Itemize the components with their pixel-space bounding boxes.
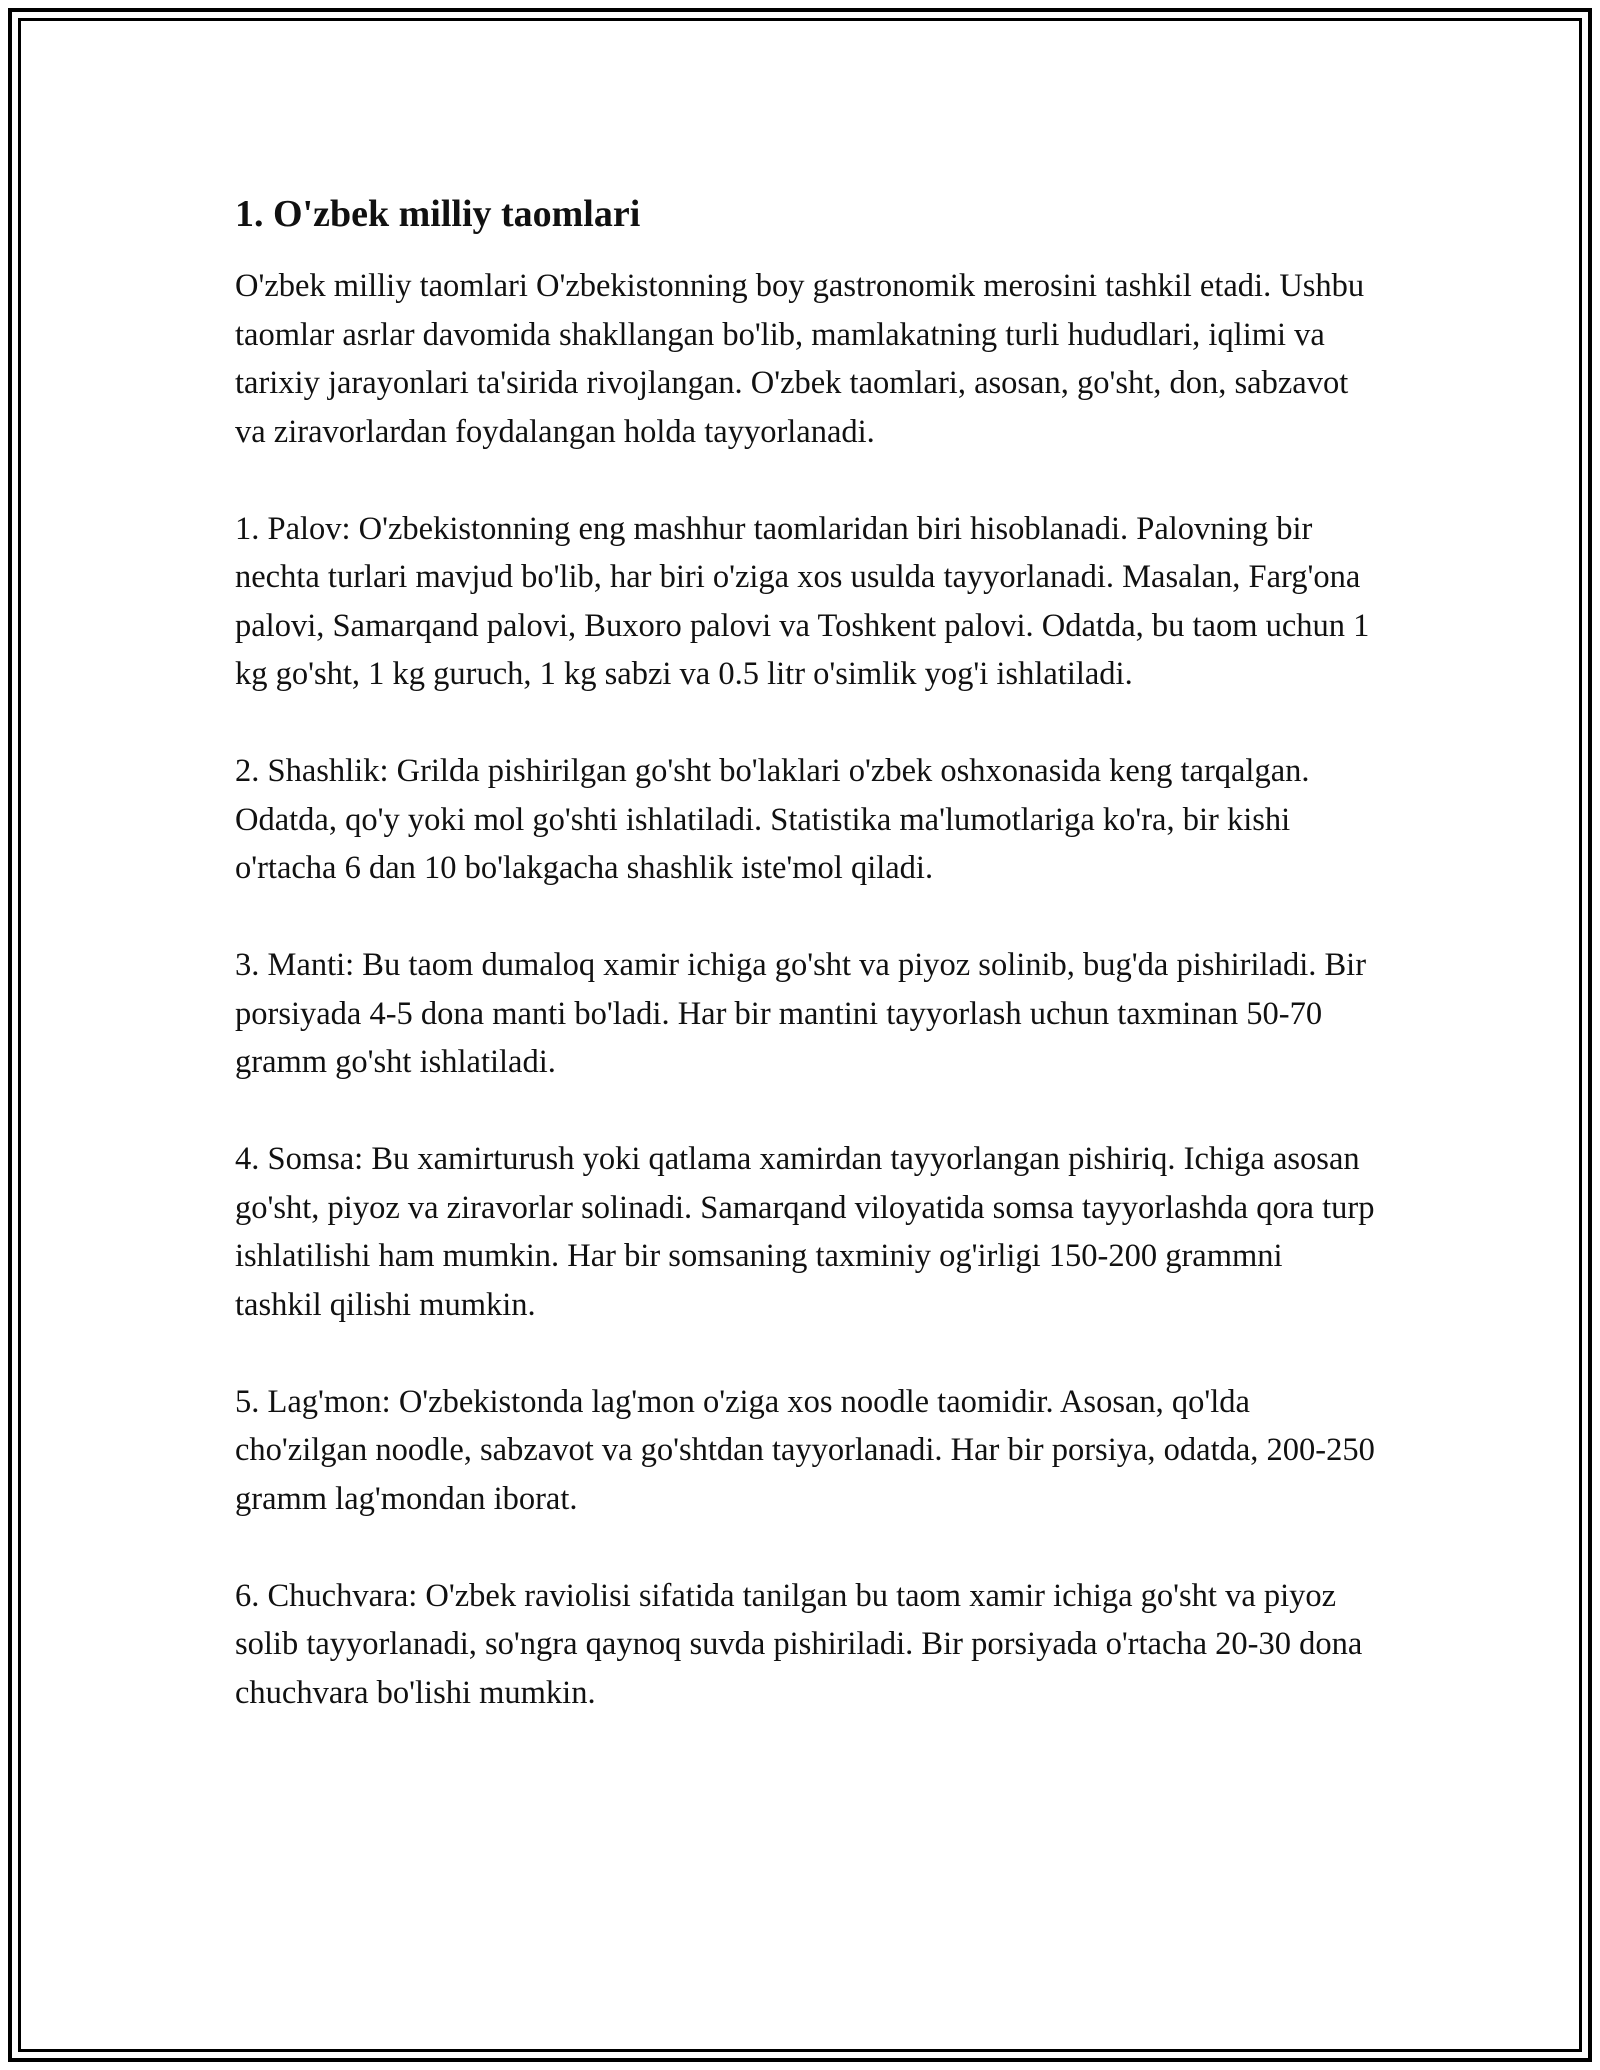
manti-paragraph: 3. Manti: Bu taom dumaloq xamir ichiga go'sht va piyoz solinib, bug'da pishiriladi. Bir porsiyada 4-5 dona manti bo'ladi. Har bir mantini tayyorlash uchun taxminan 50-70 gramm go'sht ishlatiladi. — [235, 947, 1367, 1080]
lagmon-paragraph: 5. Lag'mon: O'zbekistonda lag'mon o'ziga xos noodle taomidir. Asosan, qo'lda cho'zilgan noodle, sabzavot va go'shtdan tayyorlanadi. Har bir porsiya, odatda, 200-250 gramm lag'mondan iborat. — [235, 1383, 1375, 1517]
intro-paragraph: O'zbek milliy taomlari O'zbekistonning boy gastronomik merosini tashkil etadi. Ushbu taomlar asrlar davomida shakllangan bo'lib, mamlakatning turli hududlari, iqlimi va tarixiy jarayonlari ta'sirida rivojlangan. O'zbek taomlari, asosan, go'sht, don, sabzavot va ziravorlardan foydalangan holda tayyorlanadi. — [235, 268, 1365, 450]
shashlik-paragraph: 2. Shashlik: Grilda pishirilgan go'sht bo'laklari o'zbek oshxonasida keng tarqalgan. Odatda, qo'y yoki mol go'shti ishlatiladi. Statistika ma'lumotlariga ko'ra, bir kishi o'rtacha 6 dan 10 bo'lakgacha shashlik iste'mol qiladi. — [235, 753, 1310, 886]
chuchvara-paragraph: 6. Chuchvara: O'zbek raviolisi sifatida tanilgan bu taom xamir ichiga go'sht va piyoz solib tayyorlanadi, so'ngra qaynoq suvda pishiriladi. Bir porsiyada o'rtacha 20-30 dona chuchvara bo'lishi mumkin. — [235, 1577, 1363, 1711]
section-heading: 1. O'zbek milliy taomlari — [235, 193, 641, 235]
palov-paragraph: 1. Palov: O'zbekistonning eng mashhur taomlaridan biri hisoblanadi. Palovning bir nechta turlari mavjud bo'lib, har biri o'ziga xos usulda tayyorlanadi. Masalan, Farg'ona palovi, Samarqand palovi, Buxoro palovi va Toshkent palovi. Odatda, bu taom uchun 1 kg go'sht, 1 kg guruch, 1 kg sabzi va 0.5 litr o'simlik yog'i ishlatiladi. — [235, 510, 1370, 692]
document-body — [235, 188, 1375, 1766]
somsa-paragraph: 4. Somsa: Bu xamirturush yoki qatlama xamirdan tayyorlangan pishiriq. Ichiga asosan go'sht, piyoz va ziravorlar solinadi. Samarqand viloyatida somsa tayyorlashda qora turp ishlatilishi ham mumkin. Har bir somsaning taxminiy og'irligi 150-200 grammni tashkil qilishi mumkin. — [235, 1141, 1375, 1323]
